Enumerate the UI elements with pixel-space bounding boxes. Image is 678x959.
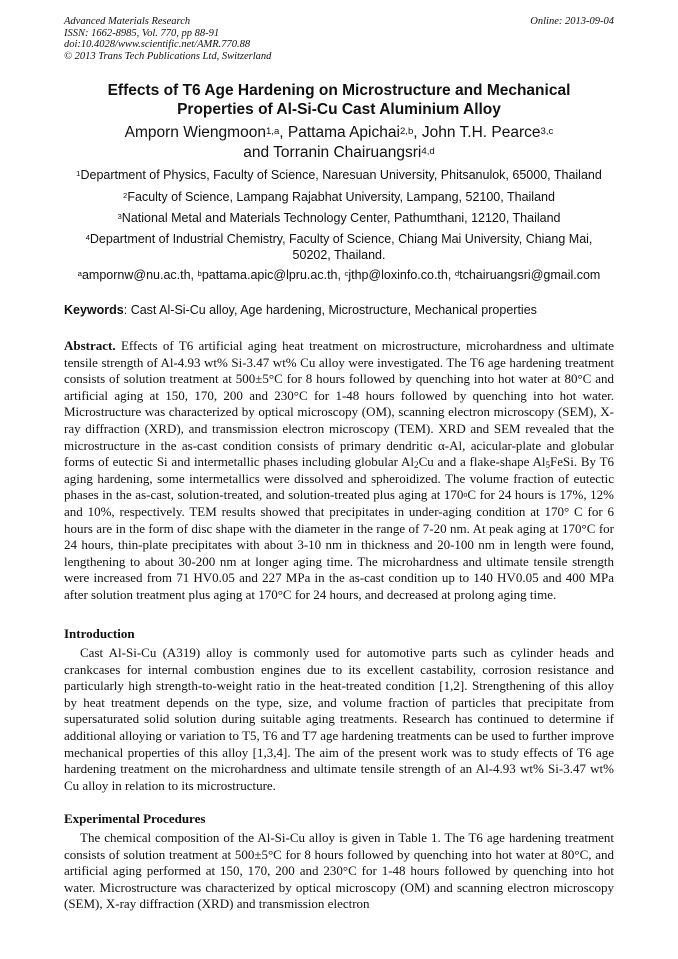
keywords [64, 302, 614, 318]
author-4: Torranin Chairuangsri [273, 144, 422, 161]
journal-header [64, 16, 271, 62]
affiliation-1-text: Department of Physics, Faculty of Science, Naresuan University, Phitsanulok, 65000, Thailand [80, 168, 602, 182]
subscript: 2 [414, 460, 419, 471]
keywords-label: Keywords [64, 303, 124, 317]
affiliation-4-text: Department of Industrial Chemistry, Faculty of Science, Chiang Mai University, Chiang Mai, 50202, Thailand. [89, 232, 593, 262]
abstract [64, 338, 614, 604]
affiliation-3-text: National Metal and Materials Technology Center, Pathumthani, 12120, Thailand [121, 211, 561, 225]
email-a: ampornw@nu.ac.th, [81, 268, 198, 282]
affiliation-4-sup: 4 [85, 233, 90, 243]
email-b: pattama.apic@lpru.ac.th, [201, 268, 345, 282]
keywords-text: : Cast Al-Si-Cu alloy, Age hardening, Microstructure, Mechanical properties [123, 303, 537, 317]
experimental-paragraph: The chemical composition of the Al-Si-Cu alloy is given in Table 1. The T6 age hardening treatment consists of solution treatment at 500±5°C for 8 hours followed by quenching into hot water at 80°C, and artificial aging performed at 150, 170, 200 and 230°C for 1-48 hours followed by quenching into hot water. Microstructure was characterized by optical microscopy (OM) and scanning electron microscopy (SEM), X-ray diffraction (XRD) and transmission electron [64, 830, 614, 912]
author-line-1 [64, 123, 614, 143]
author-3: John T.H. Pearce [421, 124, 541, 141]
author-conjunction: and [243, 144, 274, 161]
affiliation-3 [64, 210, 614, 226]
email-d: tchairuangsri@gmail.com [459, 268, 601, 282]
affiliation-1 [64, 167, 614, 183]
affiliation-1-sup: 1 [76, 169, 81, 179]
paper-title [64, 81, 614, 119]
author-3-sup: 3,c [540, 125, 554, 137]
affiliation-4 [74, 231, 604, 263]
online-date: Online: 2013-09-04 [530, 16, 614, 27]
author-2: Pattama Apichai [287, 124, 400, 141]
email-d-sup: d [454, 269, 460, 279]
issn-line: ISSN: 1662-8985, Vol. 770, pp 88-91 [64, 27, 220, 39]
email-c-sup: c [344, 269, 349, 279]
introduction-paragraph: Cast Al-Si-Cu (A319) alloy is commonly used for automotive parts such as cylinder heads and crankcases for internal combustion engines due to its excellent castability, corrosion resistance and particularly high strength-to-weight ratio in the heat-treated condition [1,2]. Strengthening of this alloy by heat treatment depends on the type, size, and volume fraction of particles that precipitate from supersaturated solid solution during suitable aging treatments. Research has continued to determine if additional alloying or variation to T5, T6 and T7 age hardening treatments can be used to further improve mechanical properties of this alloy [1,3,4]. The aim of the present work was to study effects of T6 age hardening treatment on the microhardness and ultimate tensile strength of an Al-4.93 wt% Si-3.47 wt% Cu alloy in relation to its microstructure. [64, 645, 614, 793]
email-list [64, 267, 614, 283]
experimental-heading: Experimental Procedures [64, 811, 206, 826]
doi-line: doi:10.4028/www.scientific.net/AMR.770.88 [64, 39, 251, 51]
degree-superscript: o [463, 489, 468, 499]
author-separator: , [279, 124, 288, 141]
author-1-sup: 1,a [265, 125, 280, 137]
affiliation-2-text: Faculty of Science, Lampang Rajabhat University, Lampang, 52100, Thailand [127, 190, 555, 204]
email-b-sup: b [197, 269, 202, 279]
affiliation-2-sup: 2 [123, 191, 128, 201]
author-list [64, 123, 614, 163]
affiliation-2 [64, 189, 614, 205]
author-1: Amporn Wiengmoon [124, 124, 266, 141]
abstract-text: C for 24 hours is 17%, 12% and 10%, respectively. TEM results showed that precipitates in under-aging condition at 170° C for 6 hours are in the form of disc shape with the diameter in the range of 7-20 nm. At peak aging at 170°C for 24 hours, thin-plate precipitates with about 3-10 nm in thickness and 20-100 nm in length were found, lengthening to about 30-200 nm at longer aging time. The microhardness and ultimate tensile strength were increased from 71 HV0.05 and 227 MPa in the as-cast condition up to 140 HV0.05 and 400 MPa after solution treatment plus aging at 170°C for 24 hours, and decreased at prolong aging time. [64, 487, 615, 602]
email-a-sup: a [77, 269, 82, 279]
title-line-2: Properties of Al-Si-Cu Cast Aluminium Alloy [177, 101, 501, 118]
abstract-text: Effects of T6 artificial aging heat treatment on microstructure, microhardness and ultimate tensile strength of Al-4.93 wt% Si-3.47 wt% Cu alloy were investigated. The T6 age hardening treatment consists of solution treatment at 500±5°C for 8 hours followed by quenching into hot water at 80°C and artificial aging at 150, 170, 200 and 230°C for 1-48 hours followed by quenching into hot water. Microstructure was characterized by optical microscopy (OM), scanning electron microscopy (SEM), X-ray diffraction (XRD), and transmission electron microscopy (TEM). XRD and SEM revealed that the microstructure in the as-cast condition consists of primary dendritic α-Al, acicular-plate and globular forms of eutectic Si and intermetallic phases including globular Al [64, 338, 614, 470]
journal-name: Advanced Materials Research [64, 16, 191, 27]
abstract-text: Cu and a flake-shape Al [418, 454, 546, 470]
title-line-1: Effects of T6 Age Hardening on Microstructure and Mechanical [107, 82, 571, 99]
email-c: jthp@loxinfo.co.th, [348, 268, 455, 282]
introduction-heading: Introduction [64, 626, 135, 641]
author-separator: , [413, 124, 422, 141]
affiliation-3-sup: 3 [117, 212, 122, 222]
abstract-text: FeSi. By T6 aging hardening, some intermetallics were dissolved and spheroidized. The volume fraction of eutectic phases in the as-cast, solution-treated, and solution-treated plus aging at 170 [64, 454, 615, 503]
author-4-sup: 4,d [421, 145, 435, 157]
copyright-line: © 2013 Trans Tech Publications Ltd, Switzerland [64, 50, 272, 62]
author-2-sup: 2,b [399, 125, 414, 137]
subscript: 5 [545, 460, 551, 471]
abstract-label: Abstract. [64, 338, 116, 353]
author-line-2 [64, 143, 614, 163]
